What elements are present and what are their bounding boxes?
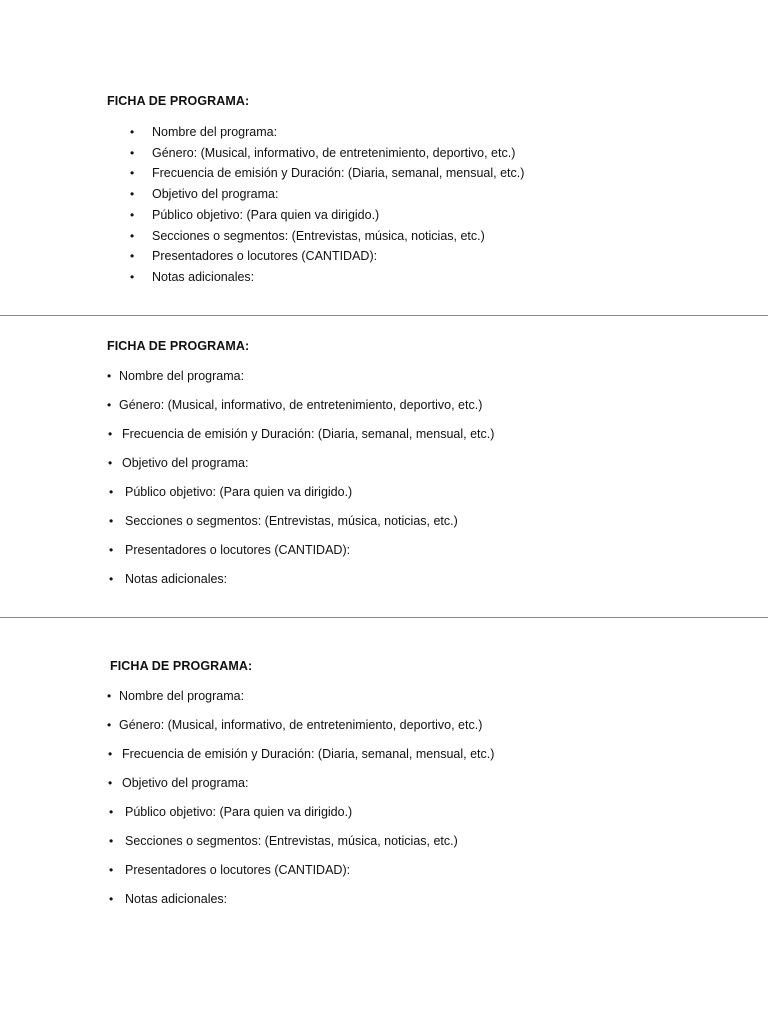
section-1-item-frecuencia: Frecuencia de emisión y Duración: (Diaria, semanal, mensual, etc.): [152, 166, 525, 180]
bullet-icon: •: [108, 776, 113, 790]
section-3-item-notas: Notas adicionales:: [125, 892, 228, 906]
section-3-title: FICHA DE PROGRAMA:: [110, 659, 253, 673]
bullet-icon: •: [130, 208, 135, 222]
section-1-item-genero: Género: (Musical, informativo, de entretenimiento, deportivo, etc.): [152, 146, 516, 160]
bullet-icon: •: [130, 187, 135, 201]
section-1-item-nombre: Nombre del programa:: [152, 125, 278, 139]
section-2-item-secciones: Secciones o segmentos: (Entrevistas, música, noticias, etc.): [125, 514, 458, 528]
section-2-item-nombre: Nombre del programa:: [119, 369, 245, 383]
section-2-title: FICHA DE PROGRAMA:: [107, 339, 250, 353]
bullet-icon: •: [109, 834, 114, 848]
section-2-item-publico: Público objetivo: (Para quien va dirigido.): [125, 485, 353, 499]
divider-line: [0, 315, 768, 316]
bullet-icon: •: [130, 146, 135, 160]
section-3-item-objetivo: Objetivo del programa:: [122, 776, 249, 790]
section-3-item-secciones: Secciones o segmentos: (Entrevistas, música, noticias, etc.): [125, 834, 458, 848]
bullet-icon: •: [130, 125, 135, 139]
section-2-item-genero: Género: (Musical, informativo, de entretenimiento, deportivo, etc.): [119, 398, 483, 412]
bullet-icon: •: [109, 892, 114, 906]
section-3-item-presentadores: Presentadores o locutores (CANTIDAD):: [125, 863, 351, 877]
section-3-item-genero: Género: (Musical, informativo, de entretenimiento, deportivo, etc.): [119, 718, 483, 732]
bullet-icon: •: [108, 427, 113, 441]
bullet-icon: •: [130, 270, 135, 284]
section-1-item-publico: Público objetivo: (Para quien va dirigido.): [152, 208, 380, 222]
section-1-item-secciones: Secciones o segmentos: (Entrevistas, música, noticias, etc.): [152, 229, 485, 243]
bullet-icon: •: [130, 166, 135, 180]
section-2-item-frecuencia: Frecuencia de emisión y Duración: (Diaria, semanal, mensual, etc.): [122, 427, 495, 441]
bullet-icon: •: [107, 718, 112, 732]
section-3-item-frecuencia: Frecuencia de emisión y Duración: (Diaria, semanal, mensual, etc.): [122, 747, 495, 761]
bullet-icon: •: [109, 863, 114, 877]
section-2-item-notas: Notas adicionales:: [125, 572, 228, 586]
bullet-icon: •: [107, 689, 112, 703]
bullet-icon: •: [108, 456, 113, 470]
section-1-item-notas: Notas adicionales:: [152, 270, 255, 284]
bullet-icon: •: [130, 249, 135, 263]
section-1-title: FICHA DE PROGRAMA:: [107, 94, 250, 108]
section-3-item-publico: Público objetivo: (Para quien va dirigido.): [125, 805, 353, 819]
section-2-item-presentadores: Presentadores o locutores (CANTIDAD):: [125, 543, 351, 557]
bullet-icon: •: [109, 485, 114, 499]
divider-line: [0, 617, 768, 618]
section-1-item-presentadores: Presentadores o locutores (CANTIDAD):: [152, 249, 378, 263]
bullet-icon: •: [108, 747, 113, 761]
bullet-icon: •: [109, 805, 114, 819]
bullet-icon: •: [107, 398, 112, 412]
bullet-icon: •: [109, 572, 114, 586]
bullet-icon: •: [109, 543, 114, 557]
section-3-item-nombre: Nombre del programa:: [119, 689, 245, 703]
section-1-item-objetivo: Objetivo del programa:: [152, 187, 279, 201]
bullet-icon: •: [107, 369, 112, 383]
bullet-icon: •: [130, 229, 135, 243]
bullet-icon: •: [109, 514, 114, 528]
section-2-item-objetivo: Objetivo del programa:: [122, 456, 249, 470]
